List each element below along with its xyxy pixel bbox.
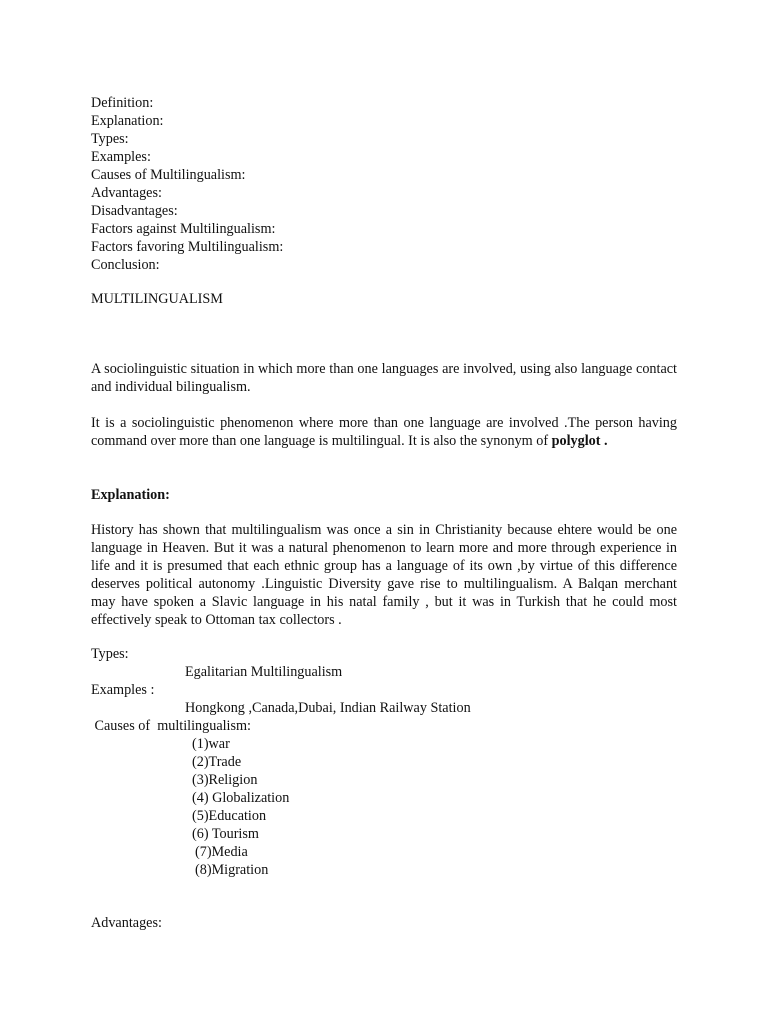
outline-item-conclusion: Conclusion: — [91, 257, 160, 273]
outline-item-types: Types: — [91, 131, 129, 147]
cause-item: (4) Globalization — [192, 790, 290, 806]
cause-item: (3)Religion — [192, 772, 258, 788]
document-title: MULTILINGUALISM — [91, 291, 223, 307]
examples-label: Examples : — [91, 682, 155, 698]
outline-item-factors-favoring: Factors favoring Multilingualism: — [91, 239, 284, 255]
details-list — [91, 645, 471, 879]
outline-item-advantages: Advantages: — [91, 185, 162, 201]
definition-paragraph-2-text: It is a sociolinguistic phenomenon where more than one language are involved .The person having command over more than one language is multilingual. It is also the synonym of — [91, 415, 677, 449]
outline-list — [91, 94, 283, 274]
cause-item: (5)Education — [192, 808, 267, 824]
explanation-paragraph: History has shown that multilingualism was once a sin in Christianity because ehtere would be one language in Heaven. But it was a natural phenomenon to learn more and more through experience in life and it is presumed that each ethnic group has a language of its own ,by virtue of this difference deserves political autonomy .Linguistic Diversity gave rise to multilingualism. A Balqan merchant may have spoken a Slavic language in his natal family , but it was in Turkish that he could most effectively speak to Ottoman tax collectors . — [91, 522, 677, 628]
outline-item-examples: Examples: — [91, 149, 151, 165]
causes-label: Causes of multilingualism: — [91, 718, 251, 734]
cause-item: (6) Tourism — [192, 826, 259, 842]
advantages-heading: Advantages: — [91, 915, 162, 931]
types-label: Types: — [91, 646, 129, 662]
outline-item-definition: Definition: — [91, 95, 154, 111]
outline-item-disadvantages: Disadvantages: — [91, 203, 178, 219]
definition-paragraph-1: A sociolinguistic situation in which more than one languages are involved, using also language contact and individual bilingualism. — [91, 361, 677, 395]
examples-value: Hongkong ,Canada,Dubai, Indian Railway Station — [185, 700, 471, 716]
explanation-heading: Explanation: — [91, 487, 170, 503]
polyglot-term: polyglot . — [551, 433, 608, 449]
cause-item: (7)Media — [195, 844, 248, 860]
cause-item: (2)Trade — [192, 754, 242, 770]
cause-item: (8)Migration — [195, 862, 269, 878]
definition-paragraph-2 — [91, 414, 677, 450]
outline-item-explanation: Explanation: — [91, 113, 164, 129]
outline-item-causes: Causes of Multilingualism: — [91, 167, 246, 183]
outline-item-factors-against: Factors against Multilingualism: — [91, 221, 276, 237]
cause-item: (1)war — [192, 736, 230, 752]
types-value: Egalitarian Multilingualism — [185, 664, 343, 680]
